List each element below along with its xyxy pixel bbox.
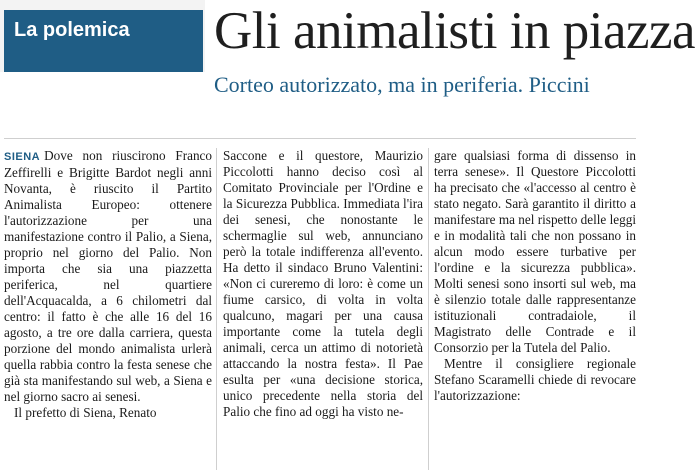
- article-column-3: [434, 148, 636, 470]
- section-panel: [0, 0, 205, 72]
- headline: Gli animalisti in piazza: [214, 2, 695, 60]
- subheadline: Corteo autorizzato, ma in periferia. Piccini: [214, 72, 590, 97]
- column-divider-2: [428, 148, 429, 470]
- column-divider-1: [216, 148, 217, 470]
- paragraph: [4, 148, 212, 405]
- paragraph: Saccone e il questore, Maurizio Piccolotti hanno deciso così al Comitato Provinciale per l'Ordine e la Sicurezza Pubblica. Immediata l'ira dei senesi, che nonostante le schermaglie sul web, annunciano però la totale indifferenza all'evento. Ha detto il sindaco Bruno Valentini: «Non ci cureremo di loro: è come un fiume carsico, di volta in volta qualcuno, magari per una causa importante come la tutela degli animali, cerca un attimo di notorietà attaccando la nostra festa». Il Pae esulta per «una decisione storica, unico precedente nella storia del Palio che fino ad oggi ha visto ne-: [223, 148, 423, 419]
- header-divider: [4, 138, 636, 139]
- section-label: [4, 10, 203, 72]
- section-label-text: La polemica: [14, 19, 130, 41]
- article-column-1: [4, 148, 212, 470]
- dateline: SIENA: [4, 151, 41, 163]
- paragraph: Il prefetto di Siena, Renato: [14, 405, 157, 420]
- paragraph-text: Dove non riuscirono Franco Zeffirelli e Brigitte Bardot negli anni Novanta, è riuscito il Partito Animalista Europeo: ottenere l'autorizzazione per una manifestazione contro il Palio, a Siena, proprio nel giorno del Palio. Non importa che sia una piazzetta periferica, nel quartiere dell'Acquacalda, a 6 chilometri dal centro: il fatto è che alle 16 del 16 agosto, a tre ore dalla carriera, questa porzione del mondo animalista urlerà quella rabbia contro la festa senese che già sta manifestando sul web, a Siena e nel giorno sacro ai senesi.: [4, 148, 212, 404]
- paragraph: Mentre il consigliere regionale Stefano Scaramelli chiede di revocare l'autorizzazione:: [434, 356, 636, 403]
- article-column-2: [223, 148, 423, 470]
- paragraph: gare qualsiasi forma di dissenso in terra senese». Il Questore Piccolotti ha precisato che «l'accesso al centro è stato negato. Sarà garantito il diritto a manifestare ma nel rispetto delle leggi e in modalità tali che non possano in alcun modo essere turbative per l'ordine e la sicurezza pubblica». Molti senesi sono insorti sul web, ma è silenzio totale dalle rappresentanze istituzionali contradaiole, il Magistrato delle Contrade e il Consorzio per la Tutela del Palio.: [434, 148, 636, 355]
